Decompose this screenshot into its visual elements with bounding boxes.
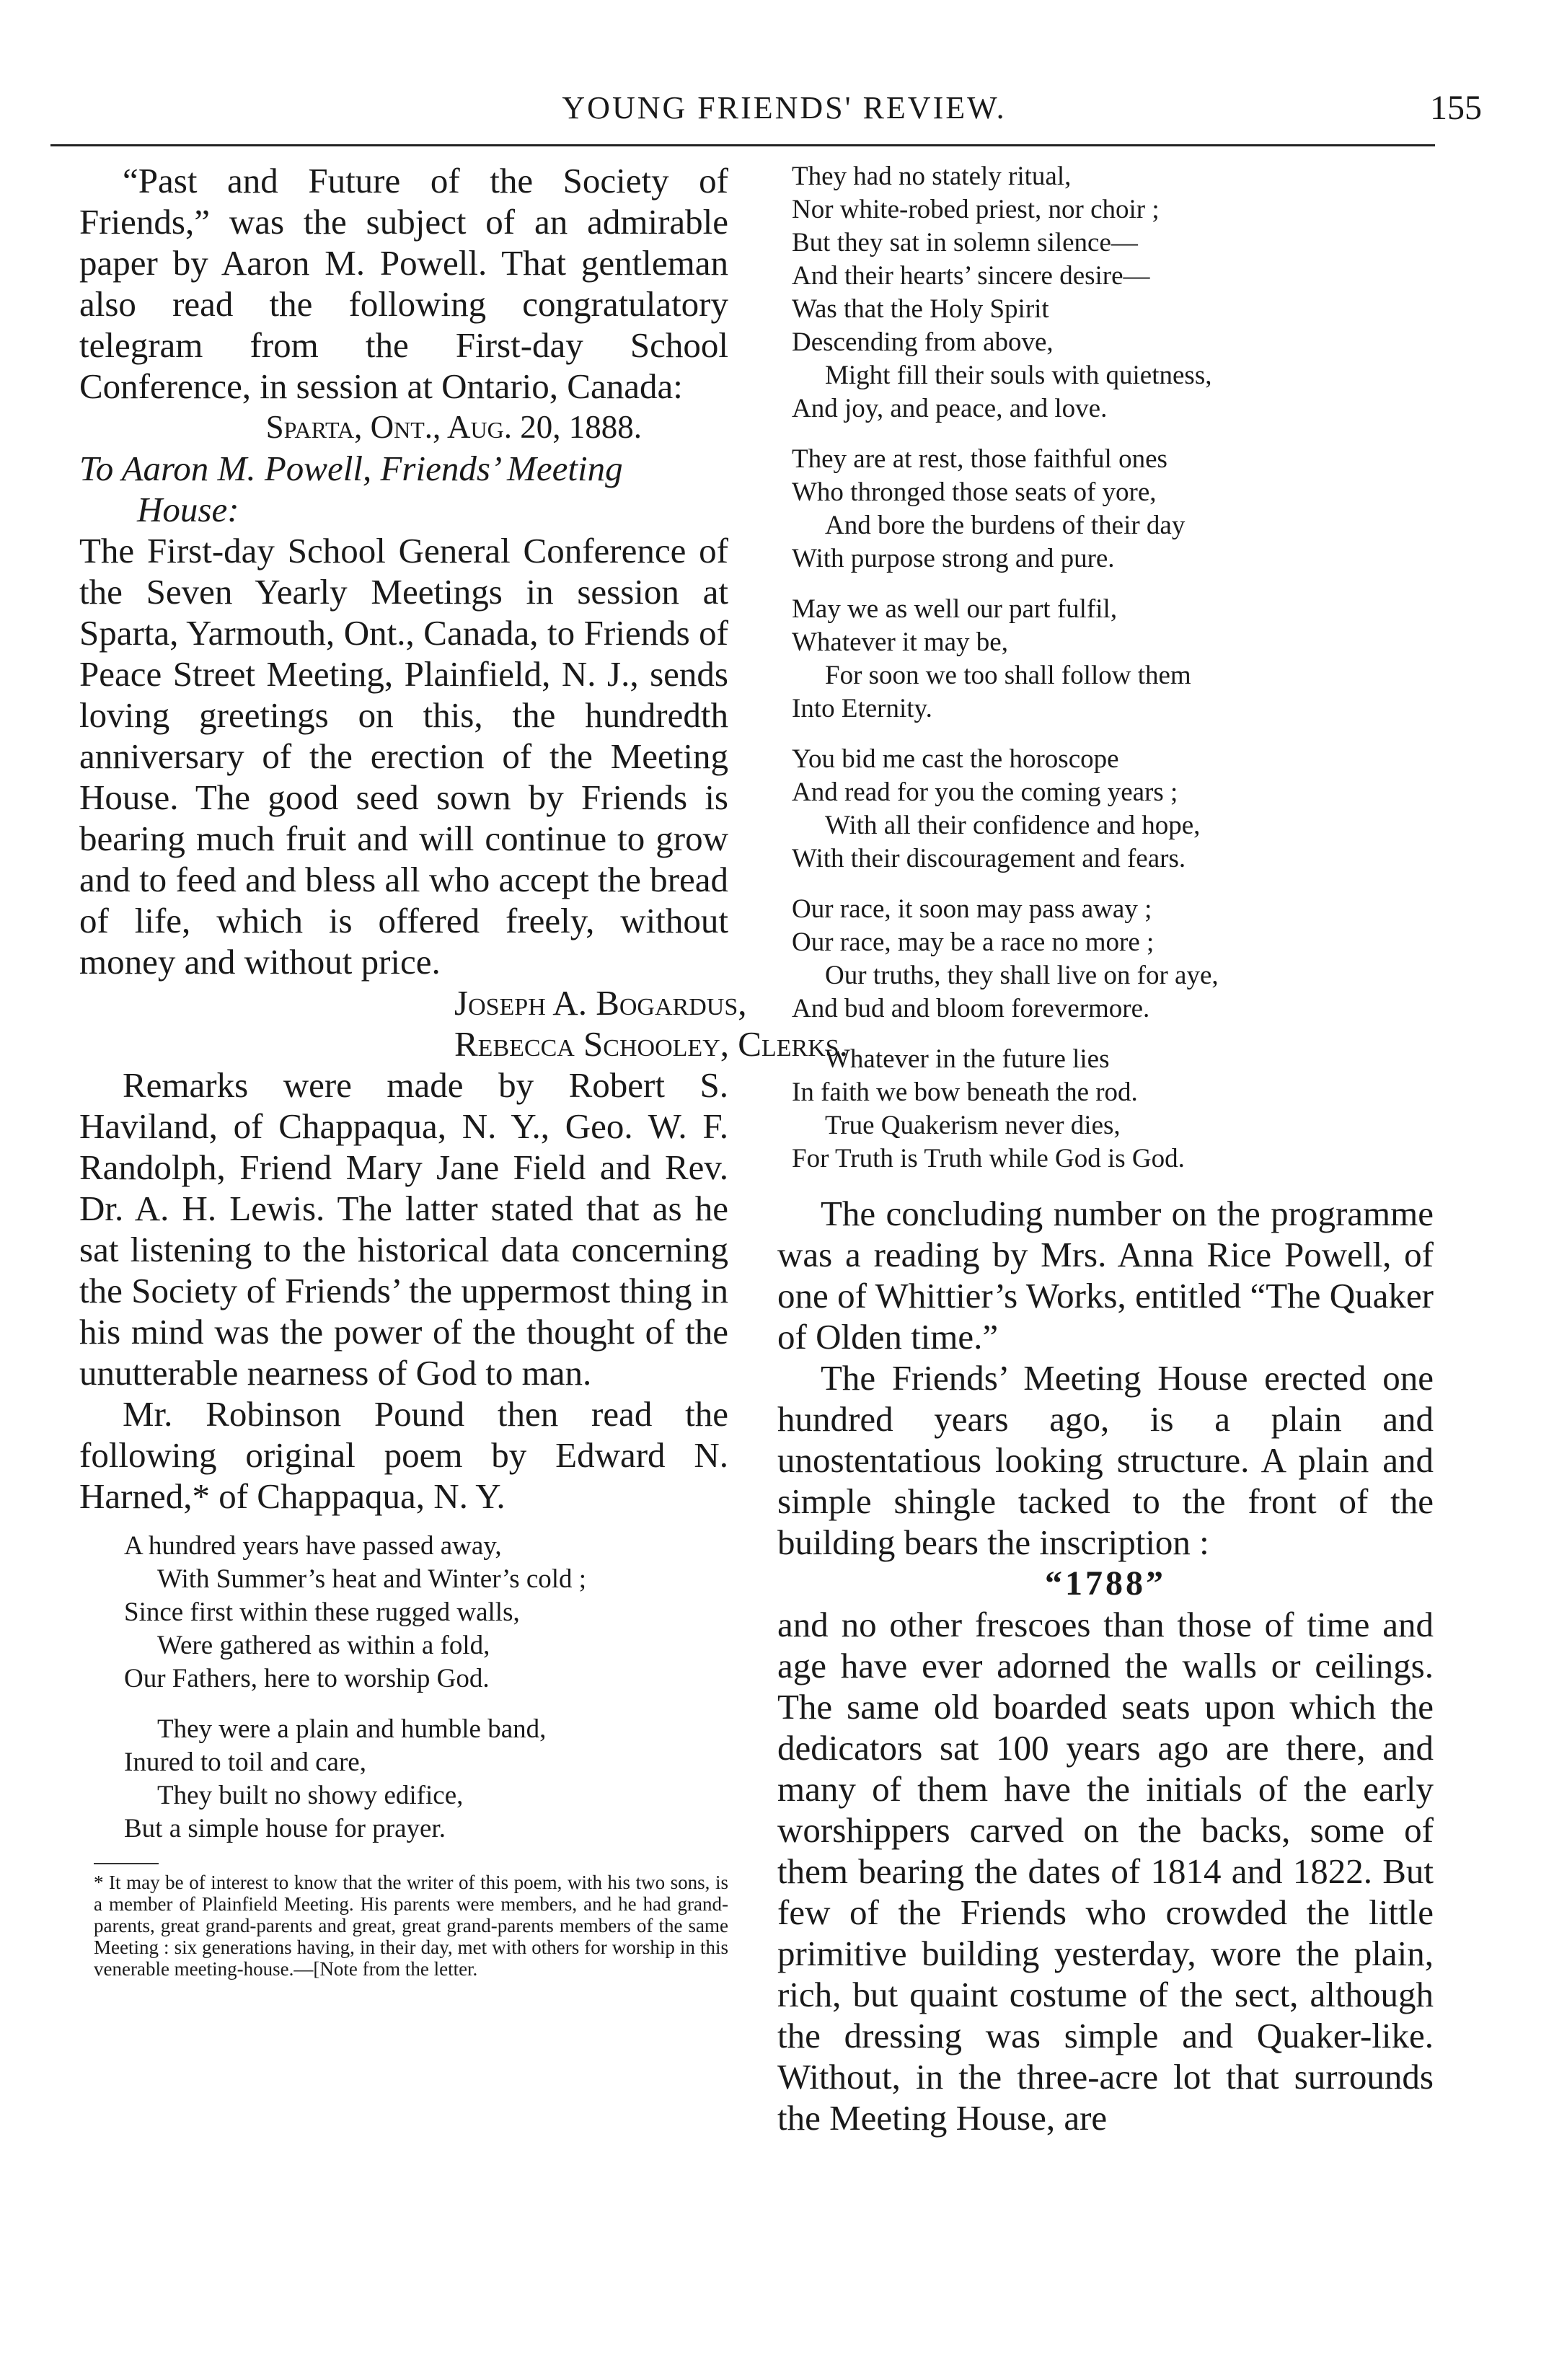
poem-line: But a simple house for prayer. bbox=[124, 1814, 446, 1843]
telegram-dateline: Sparta, Ont., Aug. 20, 1888. bbox=[265, 409, 642, 445]
address-line-2: House: bbox=[137, 490, 239, 529]
poem-stanza bbox=[792, 160, 1434, 426]
paragraph-meeting-house: The Friends’ Meeting House erected one hundred years ago, is a plain and unostentatious looking structure. A plain and simple shingle tacked to the front of the building bears the inscription : bbox=[777, 1358, 1434, 1562]
paragraph-frescoes: and no other frescoes than those of time and age have ever adorned the walls or ceilings. The same old boarded seats upon which the dedicators sat 100 years ago are there, and many of them have the initials of the early worshippers carved on the backs, some of them bearing the dates of 1814 and 1822. But few of the Friends who crowded the little primitive building yesterday, wore the plain, rich, but quaint costume of the sect, although the dressing was simple and Quaker-like. Without, in the three-acre lot that surrounds the Meeting House, are bbox=[777, 1605, 1434, 2138]
poem-line: But they sat in solemn silence— bbox=[792, 228, 1138, 257]
poem-line: May we as well our part fulfil, bbox=[792, 594, 1118, 624]
page-number: 155 bbox=[1430, 89, 1482, 127]
poem-line: And bore the burdens of their day bbox=[825, 511, 1186, 540]
poem-line: Who thronged those seats of yore, bbox=[792, 477, 1157, 507]
telegram-address bbox=[79, 448, 728, 530]
address-line-1: To Aaron M. Powell, Friends’ Meeting bbox=[79, 449, 623, 488]
poem-line: Whatever in the future lies bbox=[825, 1044, 1110, 1074]
poem-line: Nor white-robed priest, nor choir ; bbox=[792, 195, 1160, 224]
telegram-text: The First-day School General Conference of the Seven Yearly Meetings in session at Sparta, Yarmouth, Ont., Canada, to Friends of Peace Street Meeting, Plainfield, N. J., sends loving greetings on this, the hundredth anniversary of the erection of the Meeting House. The good seed sown by Friends is bearing much fruit and will continue to grow and to feed and bless all who accept the bread of life, which is offered freely, without money and without price. bbox=[79, 531, 728, 982]
poem-part-2 bbox=[777, 160, 1434, 1176]
poem-stanza bbox=[792, 893, 1434, 1026]
poem-line: Our race, it soon may pass away ; bbox=[792, 894, 1152, 924]
left-column bbox=[79, 160, 848, 1980]
poem-line: Inured to toil and care, bbox=[124, 1747, 366, 1777]
poem-line: For Truth is Truth while God is God. bbox=[792, 1144, 1185, 1173]
poem-stanza bbox=[792, 1043, 1434, 1176]
poem-line: Whatever it may be, bbox=[792, 627, 1008, 657]
paragraph-poem-intro: Mr. Robinson Pound then read the following original poem by Edward N. Harned,* of Chappaqua, N. Y. bbox=[79, 1394, 728, 1516]
poem-line: Descending from above, bbox=[792, 327, 1054, 357]
footnote-rule bbox=[94, 1863, 159, 1864]
poem-line: Our race, may be a race no more ; bbox=[792, 927, 1155, 957]
poem-stanza bbox=[792, 593, 1434, 726]
signature-line-2: Rebecca Schooley, Clerks. bbox=[454, 1024, 848, 1064]
poem-line: They had no stately ritual, bbox=[792, 162, 1072, 191]
poem-line: Was that the Holy Spirit bbox=[792, 294, 1049, 324]
page-header bbox=[87, 81, 1482, 146]
poem-line: And bud and bloom forevermore. bbox=[792, 994, 1150, 1023]
poem-line: And their hearts’ sincere desire— bbox=[792, 261, 1150, 291]
signature-line-1: Joseph A. Bogardus, bbox=[454, 983, 747, 1023]
poem-line: Might fill their souls with quietness, bbox=[825, 361, 1212, 390]
poem-stanza bbox=[792, 743, 1434, 876]
running-title: YOUNG FRIENDS' REVIEW. bbox=[562, 90, 1007, 125]
poem-stanza bbox=[124, 1713, 728, 1846]
poem-line: Since first within these rugged walls, bbox=[124, 1597, 520, 1627]
poem-line: With all their confidence and hope, bbox=[825, 811, 1201, 840]
poem-stanza bbox=[124, 1530, 728, 1696]
poem-stanza bbox=[792, 443, 1434, 576]
paragraph-remarks: Remarks were made by Robert S. Haviland, of Chappaqua, N. Y., Geo. W. F. Randolph, Friend Mary Jane Field and Rev. Dr. A. H. Lewis. The latter stated that as he sat listening to the historical data concerning the Society of Friends’ the uppermost thing in his mind was the power of the thought of the unutterable nearness of God to man. bbox=[79, 1065, 728, 1393]
poem-line: In faith we bow beneath the rod. bbox=[792, 1077, 1138, 1107]
poem-line: For soon we too shall follow them bbox=[825, 661, 1191, 690]
poem-line: True Quakerism never dies, bbox=[825, 1111, 1121, 1140]
poem-line: Were gathered as within a fold, bbox=[157, 1631, 490, 1660]
poem-line: A hundred years have passed away, bbox=[124, 1531, 502, 1561]
poem-line: They built no showy edifice, bbox=[157, 1781, 464, 1810]
poem-line: You bid me cast the horoscope bbox=[792, 744, 1119, 774]
poem-line: With their discouragement and fears. bbox=[792, 844, 1186, 873]
poem-line: Into Eternity. bbox=[792, 694, 932, 723]
poem-line: Our truths, they shall live on for aye, bbox=[825, 961, 1219, 990]
telegram-signature bbox=[79, 982, 848, 1065]
poem-line: They were a plain and humble band, bbox=[157, 1714, 547, 1744]
inscription-1788: “1788” bbox=[1045, 1564, 1166, 1603]
poem-line: Our Fathers, here to worship God. bbox=[124, 1664, 490, 1693]
footnote: * It may be of interest to know that the writer of this poem, with his two sons, is a member of Plainfield Meeting. His parents were members, and he had grand-parents, great grand-parents and great, great grand-parents members of the same Meeting : six generations having, in their day, met with others for worship in this venerable meeting-house.—[Note from the letter. bbox=[94, 1872, 728, 1980]
header-rule bbox=[50, 144, 1435, 146]
poem-line: And read for you the coming years ; bbox=[792, 777, 1178, 807]
right-column bbox=[777, 160, 1434, 2138]
poem-part-1 bbox=[79, 1530, 728, 1846]
poem-line: With purpose strong and pure. bbox=[792, 544, 1115, 573]
poem-line: With Summer’s heat and Winter’s cold ; bbox=[157, 1564, 587, 1594]
paragraph-past-and-future: “Past and Future of the Society of Friends,” was the subject of an admirable paper by Aaron M. Powell. That gentleman also read the following congratulatory telegram from the First-day School Conference, in session at Ontario, Canada: bbox=[79, 161, 728, 406]
poem-line: They are at rest, those faithful ones bbox=[792, 444, 1167, 474]
paragraph-concluding-number: The concluding number on the programme was a reading by Mrs. Anna Rice Powell, of one of Whittier’s Works, entitled “The Quaker of Olden time.” bbox=[777, 1194, 1434, 1357]
poem-line: And joy, and peace, and love. bbox=[792, 394, 1108, 423]
